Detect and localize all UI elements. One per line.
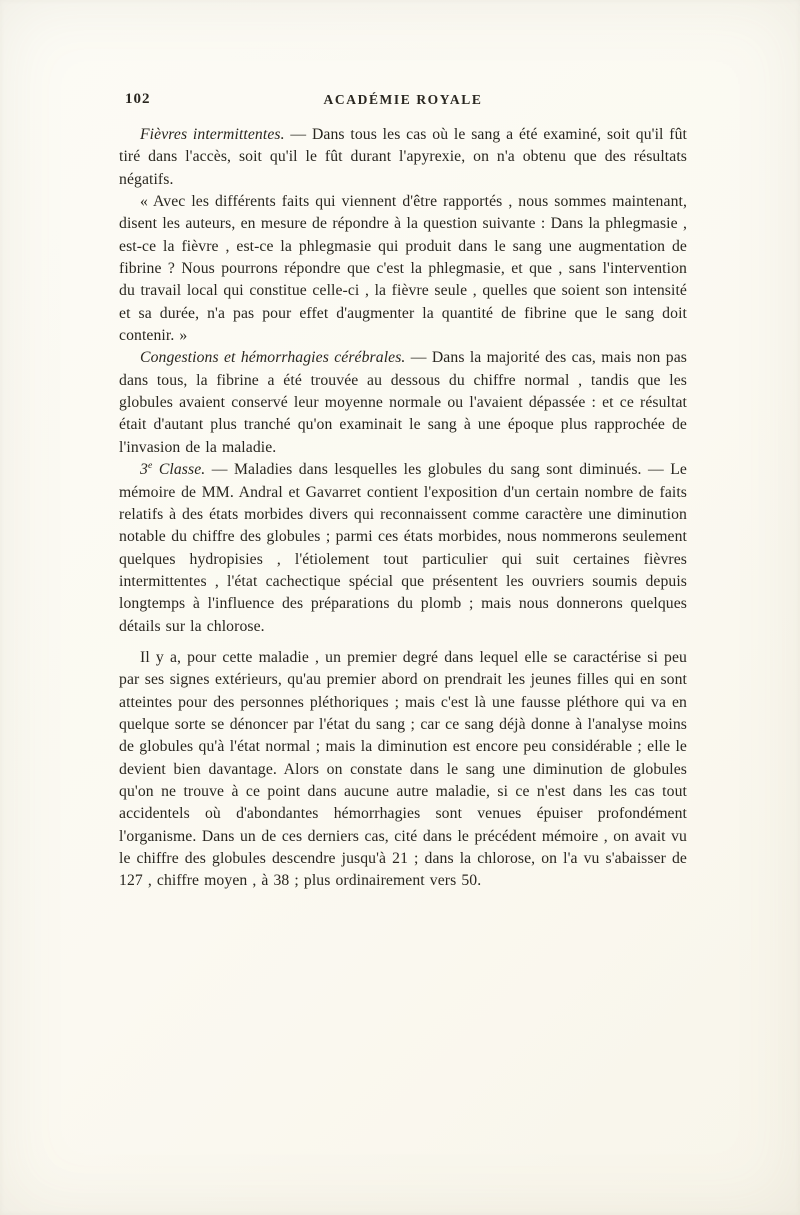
page-number: 102 [125,91,151,107]
page-body [119,124,687,893]
classe-number: 3 [140,461,148,479]
paragraph-text: « Avec les différents faits qui viennent d'être rapportés , nous sommes maintenant, disent les auteurs, en mesure de répondre à la question suivante : Dans la phlegmasie , est-ce la fièvre , est-ce la phlegmasie qui produit dans le sang une augmentation de fibrine ? Nous pourrons répondre que c'est la phlegmasie, et que , sans l'intervention du travail local qui constitue celle-ci , la fièvre seule , quelles que soient son intensité et sa durée, n'a pas pour effet d'augmenter la quantité de fibrine que le sang doit contenir. » [119,193,687,345]
paragraph-chlorose [119,647,687,893]
paragraph-lead-italic [140,461,205,478]
classe-word: Classe. [152,461,206,479]
superscript-e: e [147,459,153,471]
paragraph-text: — Dans tous les cas où le sang a été examiné, soit qu'il fût tiré dans l'accès, soit qu'il le fût durant l'apyrexie, on n'a obtenu que des résultats négatifs. [119,126,688,188]
running-title: ACADÉMIE ROYALE [323,92,483,107]
paragraph-congestions-hemorrhagies [119,347,687,459]
paragraph-troisieme-classe [119,459,687,638]
paragraph-text: Il y a, pour cette maladie , un premier degré dans lequel elle se caractérise si peu par ses signes extérieurs, qu'au premier abord on prendrait les jeunes filles qui en sont atteintes pour des personnes pléthoriques ; mais c'est là une fausse pléthore qui va en quelque sorte se dénoncer par l'état du sang ; car ce sang déjà donne à l'analyse moins de globules qu'à l'état normal ; mais la diminution est encore peu considérable ; elle le devient bien davantage. Alors on constate dans le sang une diminution de globules qu'on ne trouve à ce point dans aucune autre maladie, si ce n'est dans les cas tout accidentels où d'abondantes hémorrhagies sont venues épuiser profondément l'organisme. Dans un de ces derniers cas, cité dans le précédent mémoire , on avait vu le chiffre des globules descendre jusqu'à 21 ; dans la chlorose, on l'a vu s'abaisser de 127 , chiffre moyen , à 38 ; plus ordinairement vers 50. [119,648,687,890]
paragraph-lead-italic: Congestions et hémorrhagies cérébrales. [140,349,406,367]
paragraph-lead-italic: Fièvres intermittentes. [140,126,285,143]
page-header [120,91,686,113]
paragraph-quotation [119,191,687,347]
paragraph-text: — Maladies dans lesquelles les globules du sang sont diminués. — Le mémoire de MM. Andral et Gavarret contient l'exposition d'un certain nombre de faits relatifs à des états morbides divers qui reconnaissent comme caractère une diminution notable du chiffre des globules ; parmi ces états morbides, nous nommerons seulement quelques hydropisies , l'étiolement tout particulier qui suit certaines fièvres intermittentes , l'état cachectique spécial que présentent les ouvriers soumis depuis longtemps à l'influence des préparations du plomb ; mais nous donnerons quelques détails sur la chlorose. [119,461,687,635]
paragraph-fievres-intermittentes [119,124,687,191]
paragraph-text: — Dans la majorité des cas, mais non pas dans tous, la fibrine a été trouvée au dessous du chiffre normal , tandis que les globules avaient conservé leur moyenne normale ou l'avaient dépassée : et ce résultat était d'autant plus tranché qu'on examinait le sang à une époque plus rapprochée de l'invasion de la maladie. [119,349,687,456]
